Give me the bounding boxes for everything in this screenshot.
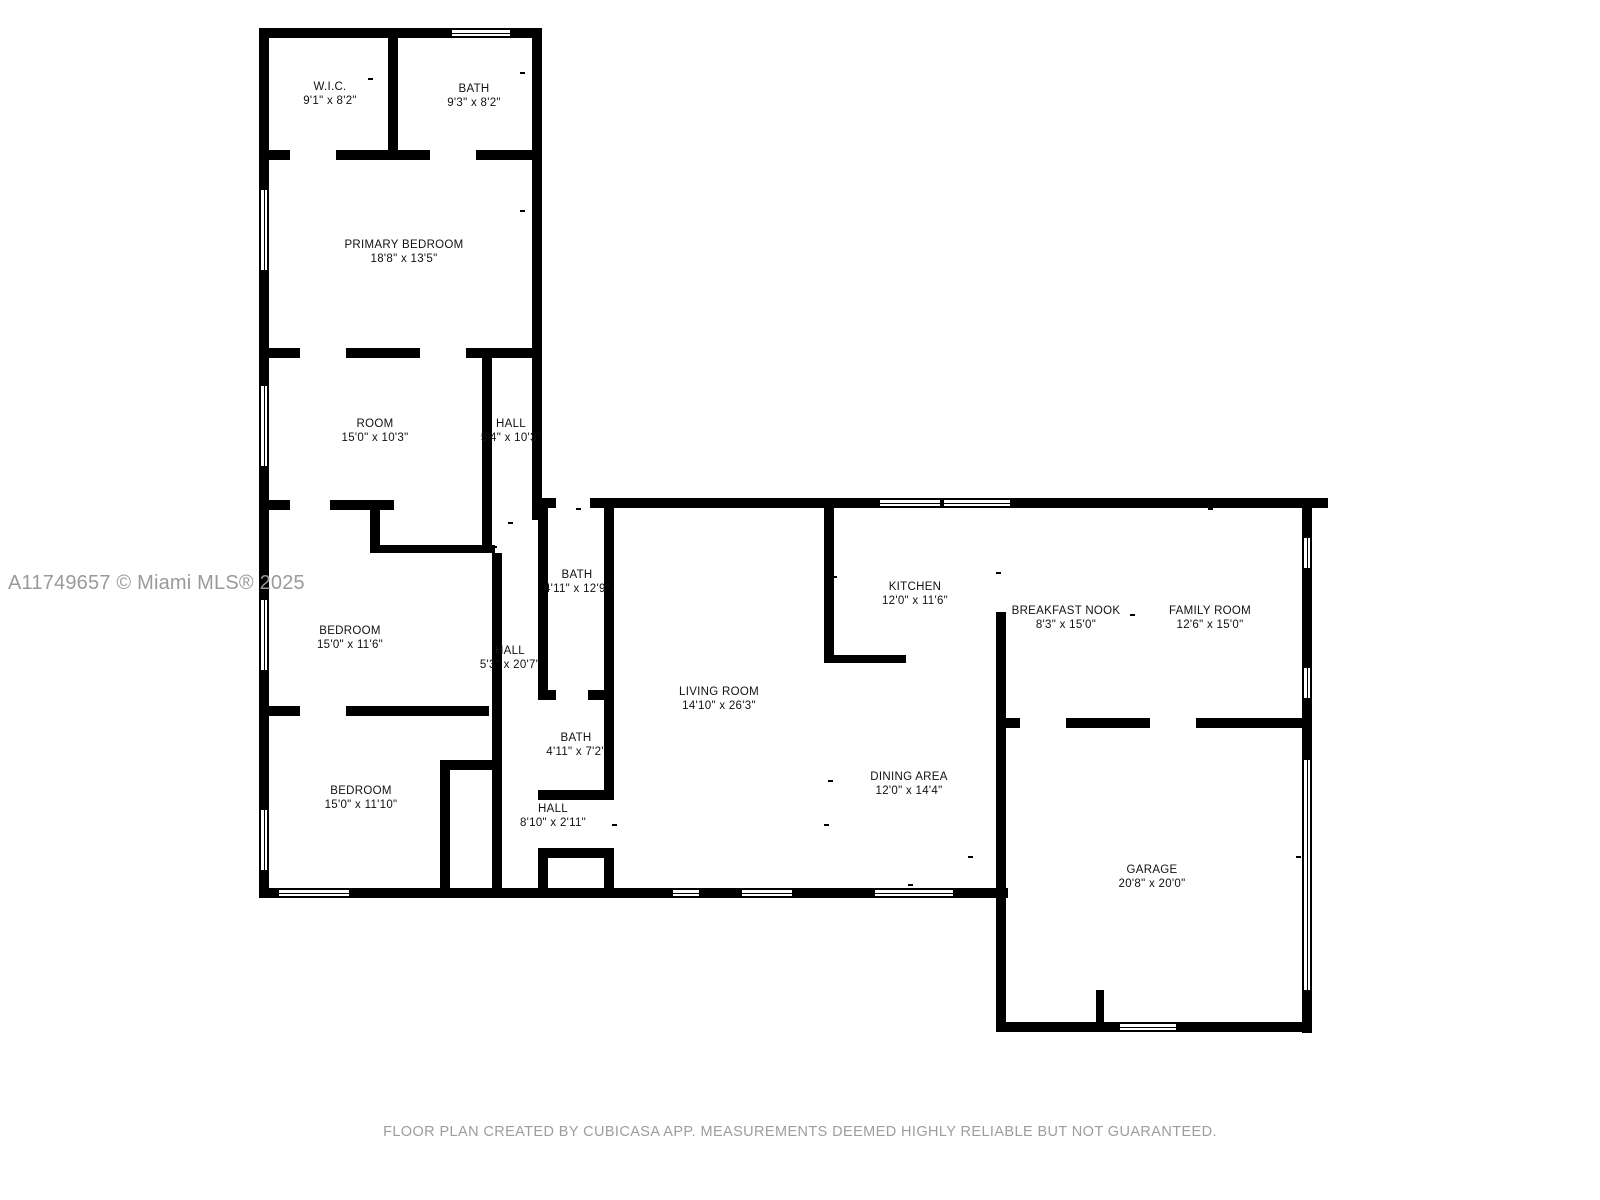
room-dimensions: 8'10" x 2'11" [519,817,587,829]
window-symbol [1120,1022,1176,1032]
room-label [317,624,383,652]
window-symbol [673,888,699,898]
wall-tick-marker [520,210,525,212]
wall-tick-marker [508,522,513,524]
room-dimensions: 12'0" x 11'6" [881,595,949,607]
room-label [520,802,586,830]
window-symbol [875,888,953,898]
window-mullion [1120,1027,1176,1028]
window-symbol [944,498,1010,508]
room-dimensions: 9'3" x 8'2" [447,97,501,109]
wall-tick-marker [824,824,829,826]
window-mullion [1307,668,1308,698]
wall-tick-marker [708,506,713,508]
wall-tick-marker [612,824,617,826]
wall-segment [388,36,398,158]
door-opening [300,706,346,716]
wall-segment [996,612,1006,1032]
room-label [447,82,501,110]
wall-segment [259,706,489,716]
room-name: FAMILY ROOM [1168,605,1252,617]
mls-watermark: A11749657 © Miami MLS® 2025 [8,572,305,594]
wall-tick-marker [492,634,497,636]
wall-tick-marker [492,546,497,548]
room-dimensions: 20'8" x 20'0" [1118,878,1186,890]
window-symbol [259,386,269,466]
room-label [870,770,947,798]
window-symbol [259,600,269,670]
wall-tick-marker [828,780,833,782]
wall-segment [824,508,834,663]
room-label [325,784,398,812]
door-opening [906,655,932,663]
wall-tick-marker [1130,614,1135,616]
room-name: PRIMARY BEDROOM [344,239,464,251]
wall-segment [259,28,269,168]
room-label [882,580,948,608]
room-label [1119,863,1186,891]
window-mullion [1307,538,1308,568]
wall-segment [538,640,548,700]
window-mullion [264,810,265,870]
window-mullion [880,503,940,504]
door-opening [556,690,588,700]
window-symbol [259,190,269,270]
door-opening [290,150,336,160]
room-name: LIVING ROOM [679,686,759,698]
wall-tick-marker [1296,856,1301,858]
disclaimer-note: FLOOR PLAN CREATED BY CUBICASA APP. MEASUREMENTS DEEMED HIGHLY RELIABLE BUT NOT GUARANTEED. [383,1124,1217,1140]
room-label [1012,604,1121,632]
wall-segment [440,760,450,890]
wall-tick-marker [716,890,721,892]
window-symbol [1302,538,1312,568]
door-opening [1150,718,1196,728]
wall-tick-marker [1208,508,1213,510]
room-name: W.I.C. [313,81,347,93]
room-label [679,685,759,713]
room-name: BATH [458,83,490,95]
wall-segment [482,348,492,518]
room-name: HALL [495,645,525,657]
window-symbol [880,498,940,508]
door-opening [556,498,590,508]
door-opening [430,150,476,160]
window-symbol [742,888,792,898]
window-mullion [742,893,792,894]
window-symbol [259,810,269,870]
room-dimensions: 12'6" x 15'0" [1176,619,1244,631]
window-symbol [1302,760,1312,990]
wall-segment [538,790,614,800]
wall-tick-marker [520,72,525,74]
wall-tick-marker [368,78,373,80]
door-opening [300,348,346,358]
window-mullion [264,386,265,466]
wall-segment [604,508,614,800]
wall-tick-marker [372,352,377,354]
room-label [480,644,540,672]
room-name: HALL [496,418,526,430]
room-dimensions: 8'3" x 15'0" [1035,619,1097,631]
window-mullion [1307,760,1308,990]
room-name: KITCHEN [888,581,942,593]
wall-tick-marker [968,856,973,858]
room-dimensions: 15'0" x 11'10" [324,799,398,811]
window-mullion [875,893,953,894]
wall-tick-marker [832,576,837,578]
room-name: BATH [560,732,592,744]
wall-segment [482,508,492,553]
room-label [1169,604,1251,632]
door-opening [1020,718,1066,728]
room-name: HALL [538,803,568,815]
wall-segment [1096,990,1104,1032]
room-dimensions: 4'11" x 7'2" [546,746,606,758]
room-name: ROOM [356,418,394,430]
window-mullion [264,600,265,670]
door-opening [290,500,330,510]
wall-segment [532,28,542,208]
room-label [544,568,610,596]
room-dimensions: 15'0" x 11'6" [316,639,384,651]
wall-tick-marker [1000,618,1005,620]
window-mullion [279,893,349,894]
wall-segment [492,553,502,898]
wall-segment [370,545,495,553]
room-dimensions: 5'3" x 20'7" [479,659,541,671]
wall-tick-marker [576,508,581,510]
room-label [344,238,463,266]
room-name: BEDROOM [319,625,381,637]
window-symbol [1302,668,1312,698]
room-dimensions: 15'0" x 10'3" [341,432,409,444]
wall-segment [538,848,614,858]
wall-segment [532,200,542,520]
window-symbol [279,888,349,898]
room-name: BREAKFAST NOOK [1011,605,1121,617]
room-name: DINING AREA [870,771,948,783]
room-dimensions: 5'4" x 10'3" [480,432,542,444]
window-mullion [944,503,1010,504]
wall-tick-marker [996,572,1001,574]
room-dimensions: 14'10" x 26'3" [682,700,756,712]
room-name: GARAGE [1126,864,1178,876]
room-name: BATH [561,569,593,581]
window-mullion [673,893,699,894]
room-dimensions: 12'0" x 14'4" [875,785,943,797]
wall-tick-marker [366,712,371,714]
room-dimensions: 9'1" x 8'2" [303,95,357,107]
room-dimensions: 18'8" x 13'5" [370,253,438,265]
room-label [342,417,409,445]
room-name: BEDROOM [330,785,392,797]
door-opening [420,348,466,358]
window-mullion [264,190,265,270]
wall-tick-marker [520,352,525,354]
room-label [303,80,357,108]
wall-tick-marker [908,884,913,886]
room-dimensions: 4'11" x 12'9" [543,583,611,595]
window-symbol [452,28,510,38]
window-mullion [452,33,510,34]
room-label [546,731,605,759]
